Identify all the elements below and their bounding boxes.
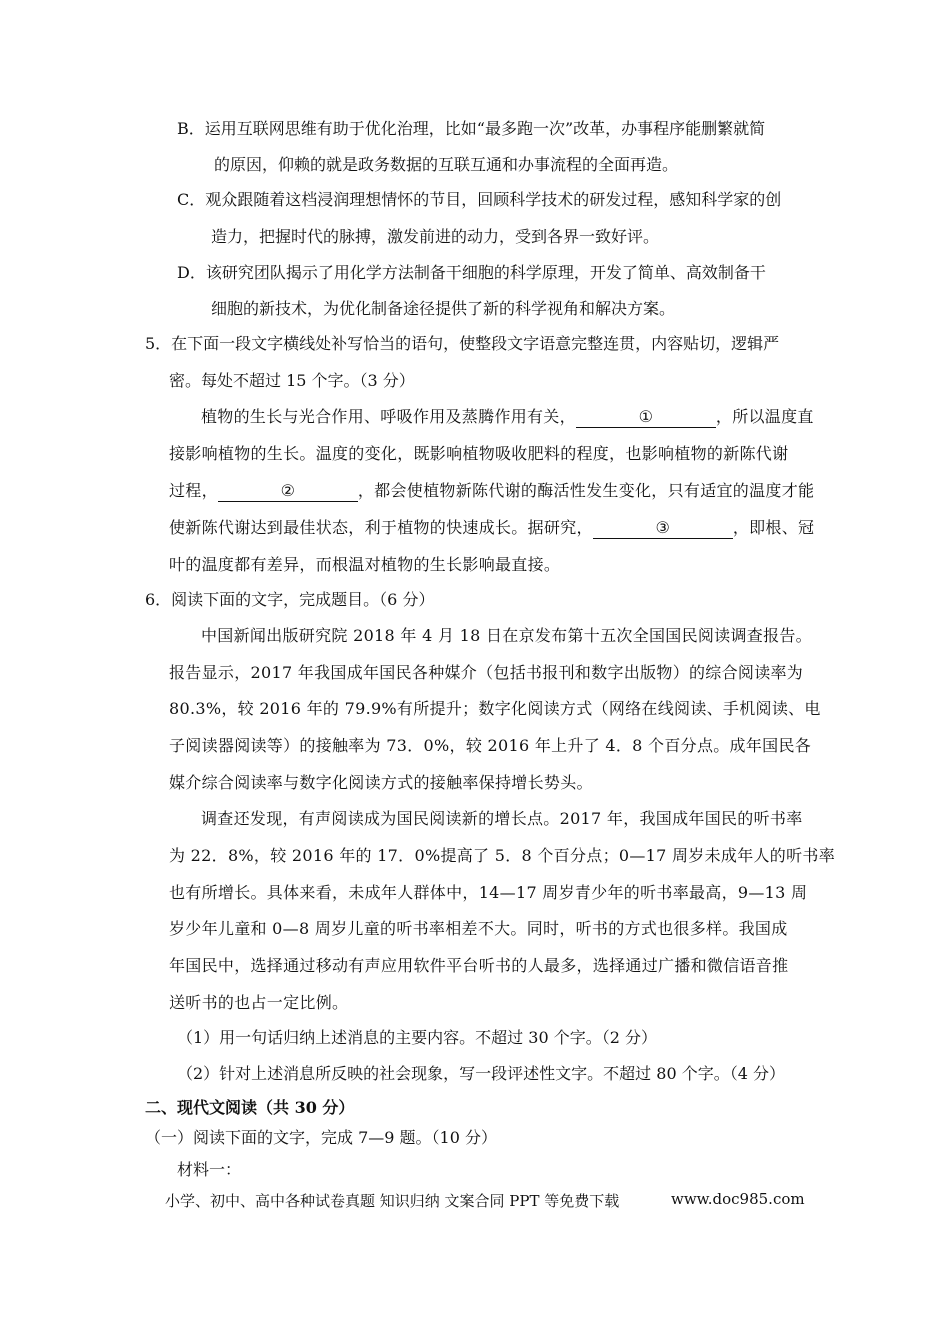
q6-subquestion-2: （2）针对上述消息所反映的社会现象，写一段评述性文字。不超过 80 个字。（4 分） xyxy=(177,1064,785,1083)
q4-option-d-line2: 细胞的新技术，为优化制备途径提供了新的科学视角和解决方案。 xyxy=(211,299,676,318)
q5-passage-line2: 接影响植物的生长。温度的变化，既影响植物吸收肥料的程度，也影响植物的新陈代谢 xyxy=(169,444,789,463)
q5-passage-line1 xyxy=(201,406,814,428)
q6-stem: 6．阅读下面的文字，完成题目。（6 分） xyxy=(145,590,435,609)
footer-text: 小学、初中、高中各种试卷真题 知识归纳 文案合同 PPT 等免费下载 xyxy=(165,1192,620,1210)
q6-subquestion-1: （1）用一句话归纳上述消息的主要内容。不超过 30 个字。（2 分） xyxy=(177,1028,657,1047)
q6-para1-line4: 子阅读器阅读等）的接触率为 73．0%，较 2016 年上升了 4．8 个百分点。成年国民各 xyxy=(169,736,812,755)
section-part-heading: （一）阅读下面的文字，完成 7—9 题。（10 分） xyxy=(145,1128,497,1147)
q5-text: 过程， xyxy=(169,481,218,500)
q6-para2-line5: 年国民中，选择通过移动有声应用软件平台听书的人最多，选择通过广播和微信语音推 xyxy=(169,956,789,975)
q5-passage-line5: 叶的温度都有差异，而根温对植物的生长影响最直接。 xyxy=(169,555,561,574)
q5-text: ，都会使植物新陈代谢的酶活性发生变化，只有适宜的温度才能 xyxy=(357,481,815,500)
q6-para2-line4: 岁少年儿童和 0—8 周岁儿童的听书率相差不大。同时，听书的方式也很多样。我国成 xyxy=(169,919,788,938)
q5-blank-2[interactable]: ② xyxy=(218,481,358,502)
q4-option-b-line1: B．运用互联网思维有助于优化治理，比如“最多跑一次”改革，办事程序能删繁就简 xyxy=(177,119,766,138)
q6-para2-line6: 送听书的也占一定比例。 xyxy=(169,993,349,1012)
q6-para1-line1: 中国新闻出版研究院 2018 年 4 月 18 日在京发布第十五次全国国民阅读调查报告。 xyxy=(201,626,812,645)
footer-url[interactable]: www.doc985.com xyxy=(671,1190,805,1208)
q6-para1-line5: 媒介综合阅读率与数字化阅读方式的接触率保持增长势头。 xyxy=(169,773,593,792)
q5-passage-line4 xyxy=(169,517,814,539)
q5-text: ，所以温度直 xyxy=(715,407,814,426)
section-heading: 二、现代文阅读（共 30 分） xyxy=(145,1098,355,1117)
q5-text: 使新陈代谢达到最佳状态，利于植物的快速成长。据研究， xyxy=(169,518,593,537)
material-label: 材料一： xyxy=(177,1160,242,1179)
q5-text: ，即根、冠 xyxy=(732,518,815,537)
q6-para1-line3: 80.3%，较 2016 年的 79.9%有所提升；数字化阅读方式（网络在线阅读、手机阅读、电 xyxy=(169,699,821,718)
q4-option-b-line2: 的原因，仰赖的就是政务数据的互联互通和办事流程的全面再造。 xyxy=(214,155,679,174)
q5-blank-3[interactable]: ③ xyxy=(593,518,733,539)
q5-passage-line3 xyxy=(169,480,814,502)
q6-para2-line2: 为 22．8%，较 2016 年的 17．0%提高了 5．8 个百分点；0—17 周岁未成年人的听书率 xyxy=(169,846,836,865)
q5-stem-line2: 密。每处不超过 15 个字。（3 分） xyxy=(169,371,415,390)
q5-stem-line1: 5．在下面一段文字横线处补写恰当的语句，使整段文字语意完整连贯，内容贴切，逻辑严 xyxy=(145,334,780,353)
q4-option-c-line2: 造力，把握时代的脉搏，激发前进的动力，受到各界一致好评。 xyxy=(211,227,660,246)
q5-text: 植物的生长与光合作用、呼吸作用及蒸腾作用有关， xyxy=(201,407,576,426)
q4-option-c-line1: C．观众跟随着这档浸润理想情怀的节目，回顾科学技术的研发过程，感知科学家的创 xyxy=(177,190,782,209)
q4-option-d-line1: D．该研究团队揭示了用化学方法制备干细胞的科学原理，开发了简单、高效制备干 xyxy=(177,263,766,282)
q6-para1-line2: 报告显示，2017 年我国成年国民各种媒介（包括书报刊和数字出版物）的综合阅读率为 xyxy=(169,663,804,682)
q6-para2-line1: 调查还发现，有声阅读成为国民阅读新的增长点。2017 年，我国成年国民的听书率 xyxy=(201,809,803,828)
q5-blank-1[interactable]: ① xyxy=(576,407,716,428)
q6-para2-line3: 也有所增长。具体来看，未成年人群体中，14—17 周岁青少年的听书率最高，9—13 周 xyxy=(169,883,808,902)
